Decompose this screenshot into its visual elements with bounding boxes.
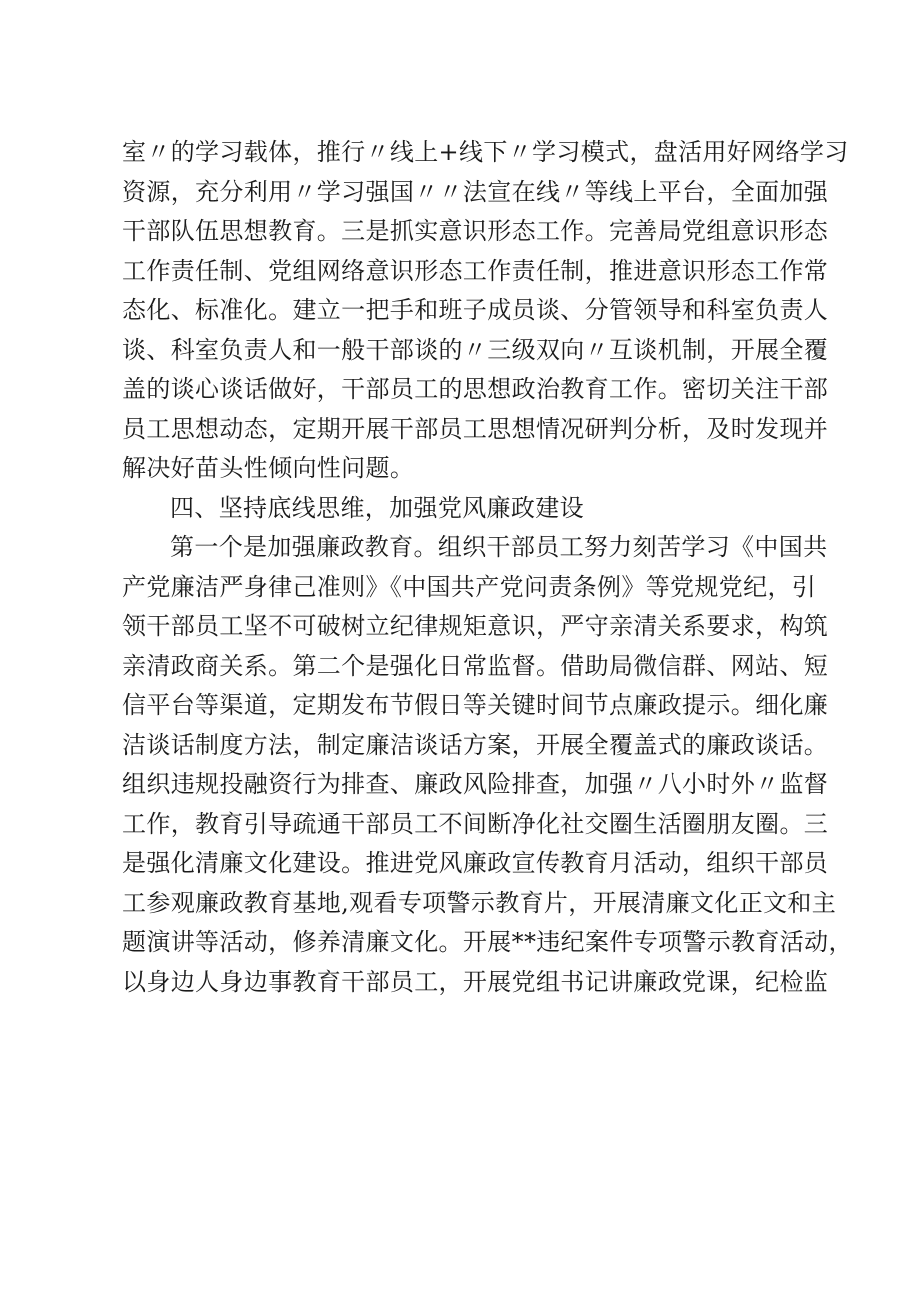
text-line: 信平台等渠道，定期发布节假日等关键时间节点廉政提示。细化廉 — [122, 691, 829, 719]
text-line: 是强化清廉文化建设。推进党风廉政宣传教育月活动，组织干部员 — [122, 849, 829, 877]
text-line: 干部队伍思想教育。三是抓实意识形态工作。完善局党组意识形态 — [122, 217, 829, 245]
text-line: 资源，充分利用〃学习强国〃〃法宣在线〃等线上平台，全面加强 — [122, 177, 829, 206]
text-line: 员工思想动态，定期开展干部员工思想情况研判分析，及时发现并 — [122, 414, 829, 443]
text-line: 亲清政商关系。第二个是强化日常监督。借助局微信群、网站、短 — [122, 651, 829, 680]
text-line: 题演讲等活动，修养清廉文化。开展**违纪案件专项警示教育活动， — [122, 928, 853, 956]
document-body — [122, 133, 853, 1002]
text-line: 谈、科室负责人和一般干部谈的〃三级双向〃互谈机制，开展全覆 — [122, 335, 829, 364]
text-line: 工作，教育引导疏通干部员工不间断净化社交圈生活圈朋友圈。三 — [122, 809, 829, 838]
text-line: 第一个是加强廉政教育。组织干部员工努力刻苦学习《中国共 — [170, 533, 828, 561]
text-line: 态化、标准化。建立一把手和班子成员谈、分管领导和科室负责人 — [122, 296, 829, 324]
text-line: 领干部员工坚不可破树立纪律规矩意识，严守亲清关系要求，构筑 — [122, 612, 829, 640]
section-heading: 四、坚持底线思维，加强党风廉政建设 — [170, 493, 584, 522]
text-line: 工作责任制、党组网络意识形态工作责任制，推进意识形态工作常 — [122, 256, 829, 285]
text-line: 盖的谈心谈话做好，干部员工的思想政治教育工作。密切关注干部 — [122, 375, 829, 403]
text-line: 室〃的学习载体，推行〃线上+线下〃学习模式，盘活用好网络学习 — [122, 138, 849, 166]
text-line: 组织违规投融资行为排查、廉政风险排查，加强〃八小时外〃监督 — [122, 770, 829, 798]
paragraph-continued — [122, 133, 849, 489]
text-line: 产党廉洁严身律己准则》《中国共产党问责条例》等党规党纪，引 — [122, 572, 817, 601]
text-line: 洁谈话制度方法，制定廉洁谈话方案，开展全覆盖式的廉政谈话。 — [122, 730, 829, 759]
paragraph-anti-corruption — [122, 528, 853, 1002]
text-line: 工参观廉政教育基地,观看专项警示教育片，开展清廉文化正文和主 — [122, 888, 837, 917]
text-line: 解决好苗头性倾向性问题。 — [122, 454, 415, 482]
text-line: 以身边人身边事教育干部员工，开展党组书记讲廉政党课，纪检监 — [122, 967, 829, 996]
